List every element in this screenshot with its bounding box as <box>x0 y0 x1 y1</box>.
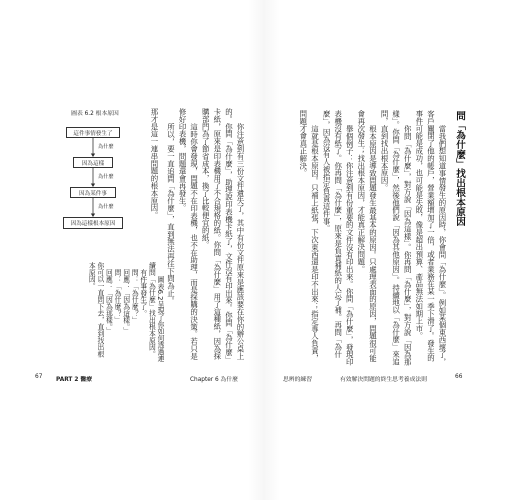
diagram-box: 這件事情發生了 <box>66 127 120 138</box>
dialogue-line: 有件事發生了。 <box>138 268 147 317</box>
dialogue-line: 問：「為什麼？」 <box>130 268 139 324</box>
left-page-closing <box>146 108 160 248</box>
closing-line: 那才是這一連串問題的根本原因。 <box>150 108 159 219</box>
body-paragraph: 根本原因是導致問題發生最基本的原因。只處理表面的原因，問題很可能會再次發生；找出根本原因，才能真正解決問題。 <box>356 110 378 362</box>
figure-title: 圖表 6.2 根本原因 <box>71 111 119 117</box>
running-part-title: PART 2 醫療 <box>56 377 93 383</box>
left-page-body <box>162 108 246 366</box>
body-paragraph: 這就是根本原因。只補上紙張，下次東西還是印不出來；指定專人負責，問題才會真正解決。 <box>298 110 320 362</box>
book-gutter-shadow <box>248 0 280 500</box>
arrow-label: 為什麼 <box>98 204 114 210</box>
body-paragraph: 舉個例子：你注意到有份重要的文件沒有印出來。你問「為什麼」，發現印表機沒有紙了。你再問「為什麼」，原來是負責補紙的人忘了補。再問「為什麼」，因為沒有人被指定負責這件事。 <box>322 110 355 366</box>
figure-root-cause-diagram <box>55 105 135 235</box>
section-heading: 問「為什麼」找出根本原因 <box>454 111 465 227</box>
figure-conclusion: 你可以一直問下去，直到找出根本原因。 <box>87 262 104 358</box>
running-chapter-title: Chapter 6 為什麼 <box>190 377 238 383</box>
dialogue-line: 回應：「因為這樣。」 <box>121 268 130 334</box>
body-paragraph: 你問「為什麼」，對方說「因為這樣」。你再問「為什麼」，對方說「因為那樣」。你問「為什麼」，然後他們說「因為其他原因」。持續地以「為什麼」來追問，直到找出根本原因。 <box>380 110 413 366</box>
figure-intro: 圖表6.2呈現了你如何透過連續問「為什麼」找出根本原因。 <box>147 262 164 362</box>
diagram-box: 因為這樣 <box>73 157 113 168</box>
body-paragraph: 所以，要一直追問「為什麼」，直到無法再往下問為止。 <box>166 122 176 305</box>
diagram-arrows <box>55 105 135 235</box>
right-page-body <box>285 110 448 368</box>
figure-explanation <box>84 262 164 362</box>
running-book-title: 思辨的練習 <box>283 377 312 383</box>
arrow-label: 為什麼 <box>98 174 114 180</box>
diagram-box: 因為某件事 <box>70 187 116 198</box>
dialogue-line: 問：「為什麼？」 <box>113 268 122 324</box>
diagram-box: 因為這樣根本原因 <box>63 217 123 229</box>
arrow-label: 為什麼 <box>98 144 114 150</box>
running-book-subtitle: 有效解決問題的終生思考養成法則 <box>340 377 427 383</box>
body-paragraph: 當我們想知道事情發生的原因時，你會問「為什麼」。例如某個東西壞了，客戶關閉了他的帳戶，營業額增加了一倍，或者業務在某一季下滑了。發生的事件可能是成功，也可能是失敗，像是超出預算、產品無法如期上市。 <box>414 110 447 366</box>
page-number-left: 67 <box>35 374 43 380</box>
dialogue-line: 回應：「因為那樣。」 <box>104 268 113 334</box>
body-paragraph: 這時你會發現，問題不在印表機，也不在助理，而是採購的決策。若只是修好印表機，問題還會再發生。 <box>178 108 199 360</box>
page-number-right: 66 <box>455 374 463 380</box>
body-paragraph: 你注意到有三份文件遺失了，其中有份文件原來是應該要在你的辦公桌上的。你問「為什麼」，助理說印表機卡紙了，文件沒有印出來。你問「為什麼」卡紙，原來是印表機用了不合規格的紙。你問「為什麼」用了這種紙，因為採購部門為了節省成本，換了比較便宜的紙。 <box>201 108 245 364</box>
